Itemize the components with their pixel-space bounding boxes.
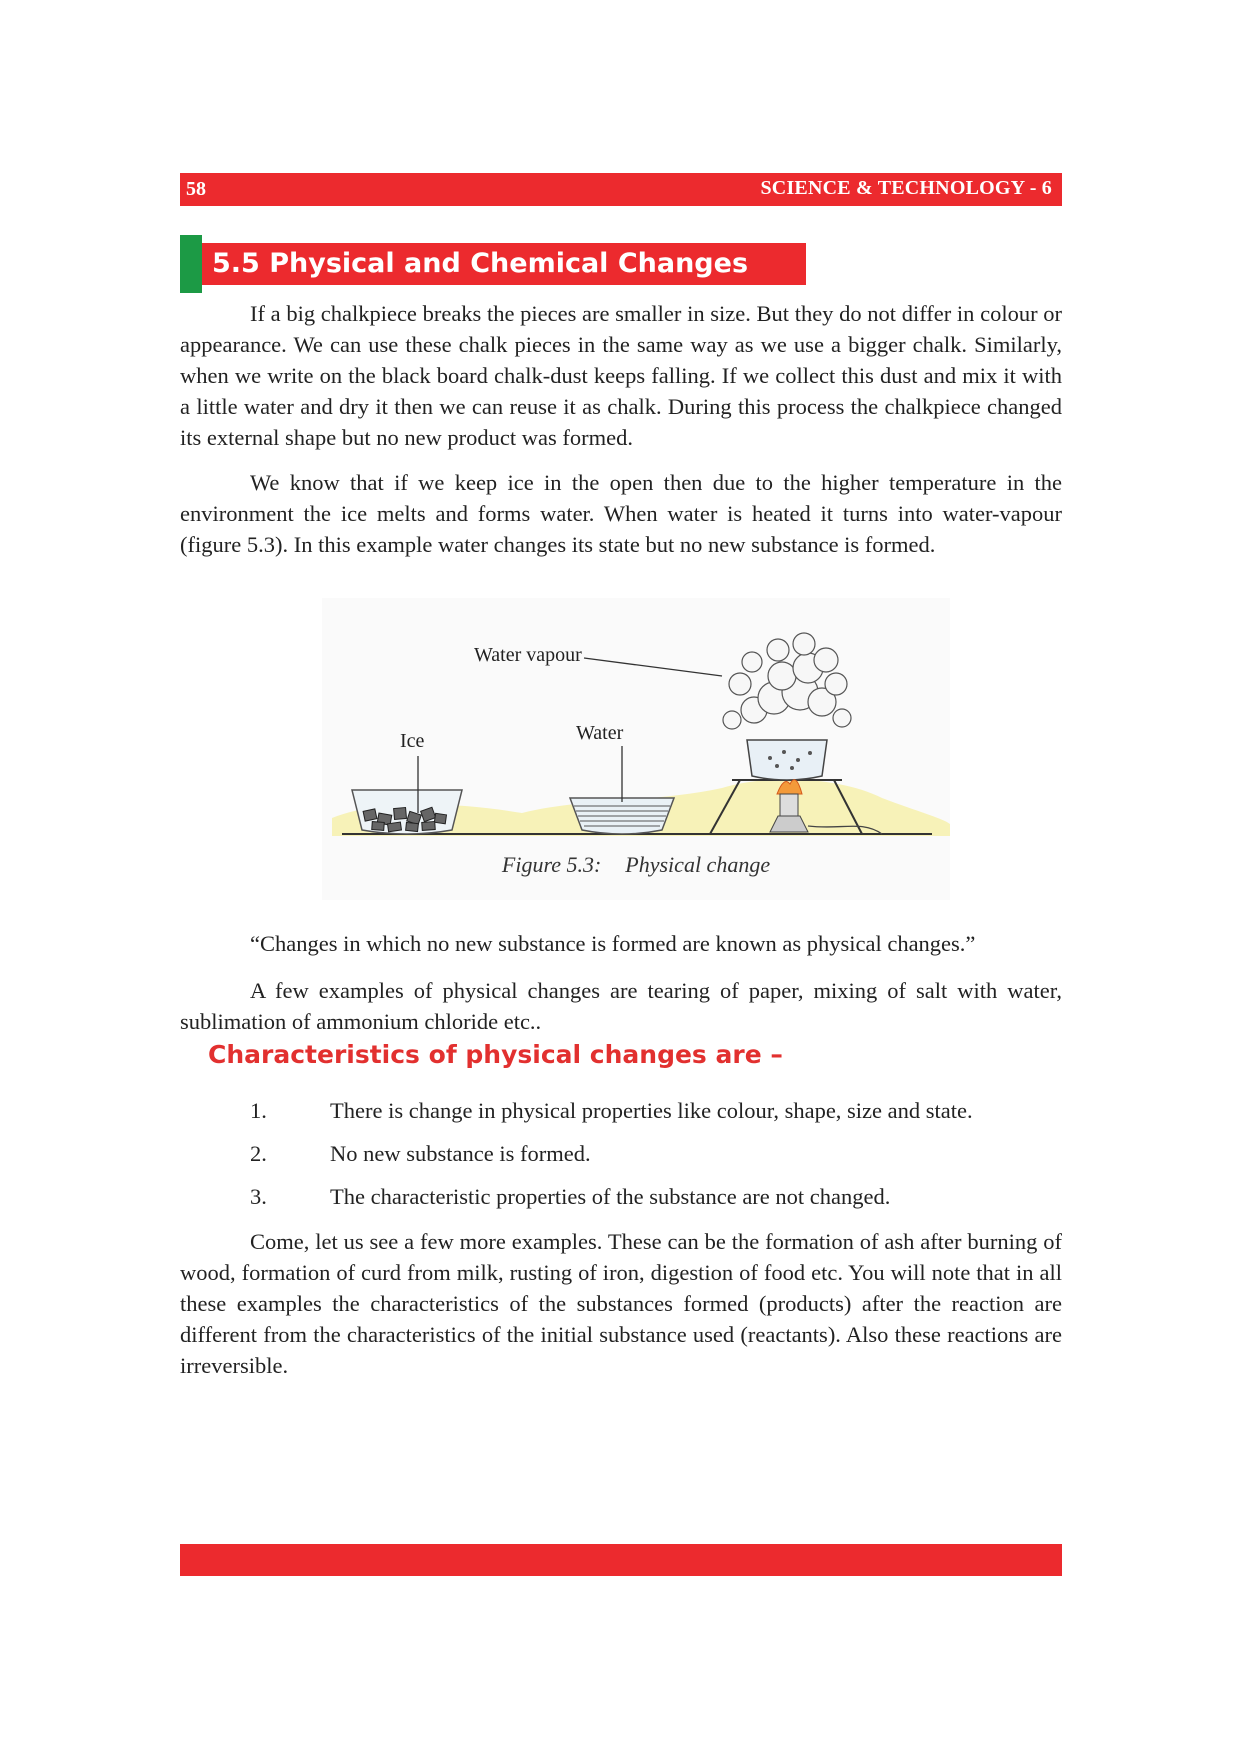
heading-red-band	[202, 243, 806, 285]
ice-bowl	[352, 756, 462, 834]
list-number: 3.	[250, 1184, 267, 1209]
list-item	[250, 1141, 591, 1167]
section-heading	[180, 235, 806, 293]
paragraph-ice: We know that if we keep ice in the open then due to the higher temperature in the environment the ice melts and forms water. When water is heated it turns into water-vapour (figure 5.3). In this example water changes its state but no new substance is formed.	[180, 470, 1062, 557]
label-ice: Ice	[400, 730, 425, 752]
header-bar	[180, 173, 1062, 206]
list-item	[250, 1098, 973, 1124]
label-water-vapour: Water vapour	[474, 644, 582, 666]
figure-physical-change	[322, 598, 950, 900]
list-text: There is change in physical properties like colour, shape, size and state.	[330, 1098, 973, 1123]
figure-title: Physical change	[625, 852, 771, 877]
vapour-cloud	[723, 633, 851, 729]
paragraph-examples: A few examples of physical changes are tearing of paper, mixing of salt with water, sublimation of ammonium chloride etc..	[180, 978, 1062, 1034]
footer-bar	[180, 1544, 1062, 1576]
paragraph-chalk: If a big chalkpiece breaks the pieces are smaller in size. But they do not differ in colour or appearance. We can use these chalk pieces in the same way as we use a bigger chalk. Similarly, when we write on the black board chalk-dust keeps falling. If we collect this dust and mix it with a little water and dry it then we can reuse it as chalk. During this process the chalkpiece changed its external shape but no new product was formed.	[180, 301, 1062, 450]
heading-green-tab	[180, 235, 202, 293]
label-water: Water	[576, 722, 624, 744]
physical-change-definition: “Changes in which no new substance is formed are known as physical changes.”	[250, 931, 976, 956]
physical-change-illustration	[322, 598, 950, 848]
figure-caption	[322, 852, 950, 878]
paragraph-chemical-examples: Come, let us see a few more examples. These can be the formation of ash after burning of wood, formation of curd from milk, rusting of iron, digestion of food etc. You will note that in all these examples the characteristics of the substances formed (products) after the reaction are different from the characteristics of the initial substance used (reactants). Also these reactions are irreversible.	[180, 1229, 1062, 1378]
list-item	[250, 1184, 890, 1210]
list-text: The characteristic properties of the substance are not changed.	[330, 1184, 891, 1209]
water-bowl	[570, 746, 674, 834]
book-title: SCIENCE & TECHNOLOGY - 6	[760, 177, 1052, 199]
characteristics-heading: Characteristics of physical changes are –	[208, 1040, 783, 1069]
section-title: 5.5 Physical and Chemical Changes	[212, 248, 749, 279]
list-number: 2.	[250, 1141, 267, 1166]
list-number: 1.	[250, 1098, 267, 1123]
figure-number: Figure 5.3:	[501, 852, 602, 877]
list-text: No new substance is formed.	[330, 1141, 591, 1166]
page-number: 58	[186, 178, 206, 200]
